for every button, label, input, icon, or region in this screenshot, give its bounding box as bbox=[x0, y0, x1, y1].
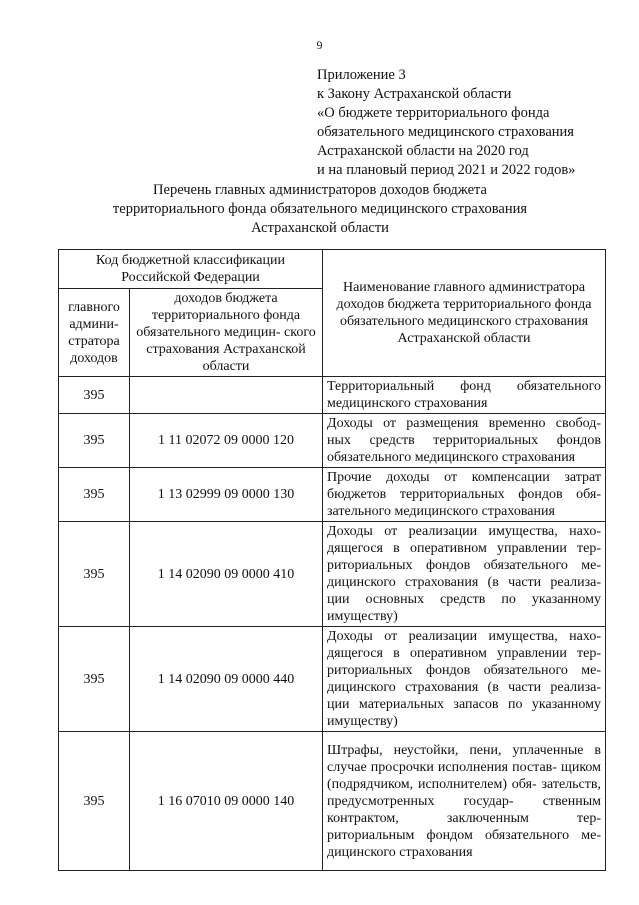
header-income-code: доходов бюджета территориального фонда обязательного медицин- ского страхования Астраханской области bbox=[130, 289, 323, 377]
table-row bbox=[59, 468, 606, 522]
income-code-cell: 1 14 02090 09 0000 410 bbox=[130, 522, 323, 627]
header-main-administrator: главного админи- стратора доходов bbox=[59, 289, 130, 377]
name-cell: Прочие доходы от компенсации затрат бюджетов территориальных фондов обя- зательного медицинского страхования bbox=[323, 468, 606, 522]
appendix-line: обязательного медицинского страхования bbox=[317, 124, 574, 140]
admin-code-cell: 395 bbox=[59, 732, 130, 871]
appendix-line: и на плановый период 2021 и 2022 годов» bbox=[317, 162, 576, 178]
admin-code-cell: 395 bbox=[59, 627, 130, 732]
name-cell: Доходы от размещения временно свобод- ных средств территориальных фондов обязательного медицинского страхования bbox=[323, 414, 606, 468]
appendix-line: Приложение 3 bbox=[317, 67, 406, 83]
header-budget-classification-code: Код бюджетной классификации Российской Федерации bbox=[59, 250, 323, 289]
administrators-table bbox=[58, 249, 606, 871]
title-line: территориального фонда обязательного медицинского страхования bbox=[112, 201, 528, 217]
income-code-cell: 1 14 02090 09 0000 440 bbox=[130, 627, 323, 732]
appendix-line: Астраханской области на 2020 год bbox=[317, 143, 529, 159]
table-row bbox=[59, 732, 606, 871]
appendix-line: «О бюджете территориального фонда bbox=[317, 105, 550, 121]
name-cell: Штрафы, неустойки, пени, уплаченные в случае просрочки исполнения постав- щиком (подрядчиком, исполнителем) обя- зательств, предусмотренных государ- ственным контрактом, заключенным тер- риториальным фондом обязательного ме- дицинского страхования bbox=[323, 732, 606, 871]
admin-code-cell: 395 bbox=[59, 522, 130, 627]
header-administrator-name: Наименование главного администратора доходов бюджета территориального фонда обязательного медицинского страхования Астраханской области bbox=[323, 250, 606, 377]
name-cell: Доходы от реализации имущества, нахо- дящегося в оперативном управлении тер- риториальных фондов обязательного ме- дицинского страхования (в части реализа- ции основных средств по указанному имуществу) bbox=[323, 522, 606, 627]
name-cell: Территориальный фонд обязательного медицинского страхования bbox=[323, 377, 606, 414]
table-row bbox=[59, 522, 606, 627]
document-title bbox=[60, 181, 580, 238]
appendix-note bbox=[317, 66, 617, 180]
income-code-cell bbox=[130, 377, 323, 414]
admin-code-cell: 395 bbox=[59, 377, 130, 414]
admin-code-cell: 395 bbox=[59, 414, 130, 468]
admin-code-cell: 395 bbox=[59, 468, 130, 522]
table-row bbox=[59, 627, 606, 732]
title-line: Астраханской области bbox=[251, 220, 389, 236]
title-line: Перечень главных администраторов доходов бюджета bbox=[153, 182, 487, 198]
appendix-line: к Закону Астраханской области bbox=[317, 86, 512, 102]
income-code-cell: 1 16 07010 09 0000 140 bbox=[130, 732, 323, 871]
name-cell: Доходы от реализации имущества, нахо- дящегося в оперативном управлении тер- риториальных фондов обязательного ме- дицинского страхования (в части реализа- ции материальных запасов по указанному имуществу) bbox=[323, 627, 606, 732]
table-row bbox=[59, 414, 606, 468]
table-row bbox=[59, 377, 606, 414]
income-code-cell: 1 13 02999 09 0000 130 bbox=[130, 468, 323, 522]
income-code-cell: 1 11 02072 09 0000 120 bbox=[130, 414, 323, 468]
page-number: 9 bbox=[316, 38, 323, 52]
